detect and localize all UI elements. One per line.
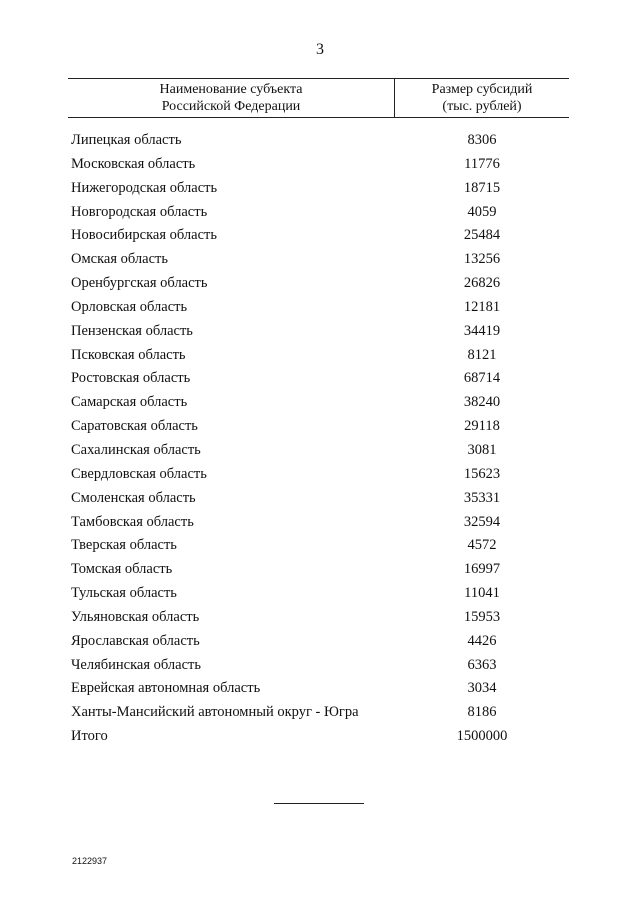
subject-name: Липецкая область	[71, 132, 182, 148]
subject-name: Челябинская область	[71, 656, 201, 673]
table-row	[0, 534, 640, 558]
subsidy-value: 4572	[467, 537, 497, 554]
subsidy-value: 68714	[463, 370, 501, 387]
table-row	[0, 701, 640, 725]
subject-name: Нижегородская область	[71, 179, 218, 196]
header-subsidy-size-line2: (тыс. рублей)	[442, 99, 522, 114]
subsidy-value: 8121	[467, 346, 497, 363]
subject-name: Тульская область	[71, 585, 177, 602]
table-row	[0, 272, 640, 296]
subject-name: Еврейская автономная область	[71, 680, 261, 697]
subsidy-value: 13256	[463, 251, 501, 268]
subject-name: Ярославская область	[71, 632, 200, 649]
table-row	[0, 344, 640, 368]
table-header	[68, 78, 569, 118]
subsidy-value: 12181	[463, 298, 501, 315]
subsidy-value: 3081	[467, 441, 497, 458]
subsidy-value: 4059	[467, 203, 497, 220]
table-row	[0, 677, 640, 701]
subsidy-value: 6363	[467, 656, 497, 673]
subject-name: Самарская область	[71, 394, 188, 411]
subsidy-value: 3034	[467, 680, 497, 697]
table-row	[0, 487, 640, 511]
subsidy-value: 25484	[463, 227, 501, 244]
table-row	[0, 630, 640, 654]
table-row	[0, 606, 640, 630]
subject-name: Омская область	[71, 251, 168, 268]
table-row	[0, 558, 640, 582]
table-row	[0, 224, 640, 248]
table-row	[0, 177, 640, 201]
document-code: 2122937	[72, 856, 108, 866]
subsidy-value: 11041	[464, 585, 500, 602]
subject-name: Тверская область	[71, 537, 177, 554]
table-row	[0, 391, 640, 415]
table-row	[0, 153, 640, 177]
subsidy-value: 16997	[463, 561, 501, 578]
closing-rule	[274, 803, 364, 804]
subject-name: Свердловская область	[71, 465, 207, 482]
subsidy-value: 26826	[463, 275, 501, 292]
subsidy-value: 32594	[463, 513, 501, 530]
header-subject-name	[68, 81, 394, 115]
table-row	[0, 367, 640, 391]
subsidy-value: 15623	[463, 465, 501, 482]
page-number: 3	[316, 41, 324, 58]
header-subject-name-line2: Российской Федерации	[161, 99, 301, 114]
subsidy-value: 38240	[463, 394, 501, 411]
subsidy-value: 1500000	[456, 728, 508, 745]
subsidy-value: 4426	[467, 632, 497, 649]
table-row	[0, 201, 640, 225]
header-subsidy-size	[395, 81, 569, 115]
table-row	[0, 129, 640, 153]
subject-name: Ханты-Мансийский автономный округ - Югра	[71, 704, 359, 721]
table-row	[0, 248, 640, 272]
subsidy-value: 11776	[464, 155, 500, 172]
subject-name: Пензенская область	[71, 322, 193, 339]
subject-name: Саратовская область	[71, 418, 198, 435]
subject-name: Тамбовская область	[71, 513, 194, 530]
subsidy-value: 34419	[463, 322, 501, 339]
subject-name: Ростовская область	[71, 370, 191, 387]
table-row	[0, 439, 640, 463]
table-row	[0, 296, 640, 320]
subsidy-value: 8306	[467, 132, 497, 148]
subsidy-value: 29118	[464, 418, 500, 435]
table-row	[0, 511, 640, 535]
header-subsidy-size-line1: Размер субсидий	[431, 82, 533, 97]
subsidy-value: 35331	[463, 489, 501, 506]
subject-name: Московская область	[71, 155, 196, 172]
subject-name: Новгородская область	[71, 203, 208, 220]
subsidy-value: 15953	[463, 608, 501, 625]
subject-name: Орловская область	[71, 298, 188, 315]
table-row	[0, 725, 640, 749]
table-row	[0, 415, 640, 439]
subsidy-value: 18715	[463, 179, 501, 196]
subject-name: Псковская область	[71, 346, 186, 363]
subject-name: Ульяновская область	[71, 608, 200, 625]
table-row	[0, 463, 640, 487]
header-subject-name-line1: Наименование субъекта	[159, 82, 303, 97]
subject-name: Итого	[71, 728, 108, 745]
subject-name: Томская область	[71, 561, 173, 578]
table-row	[0, 582, 640, 606]
subject-name: Смоленская область	[71, 489, 196, 506]
subject-name: Сахалинская область	[71, 441, 201, 458]
subsidy-value: 8186	[467, 704, 497, 721]
table-row	[0, 320, 640, 344]
table-body	[0, 129, 640, 749]
subject-name: Новосибирская область	[71, 227, 217, 244]
table-row	[0, 654, 640, 678]
subject-name: Оренбургская область	[71, 275, 208, 292]
